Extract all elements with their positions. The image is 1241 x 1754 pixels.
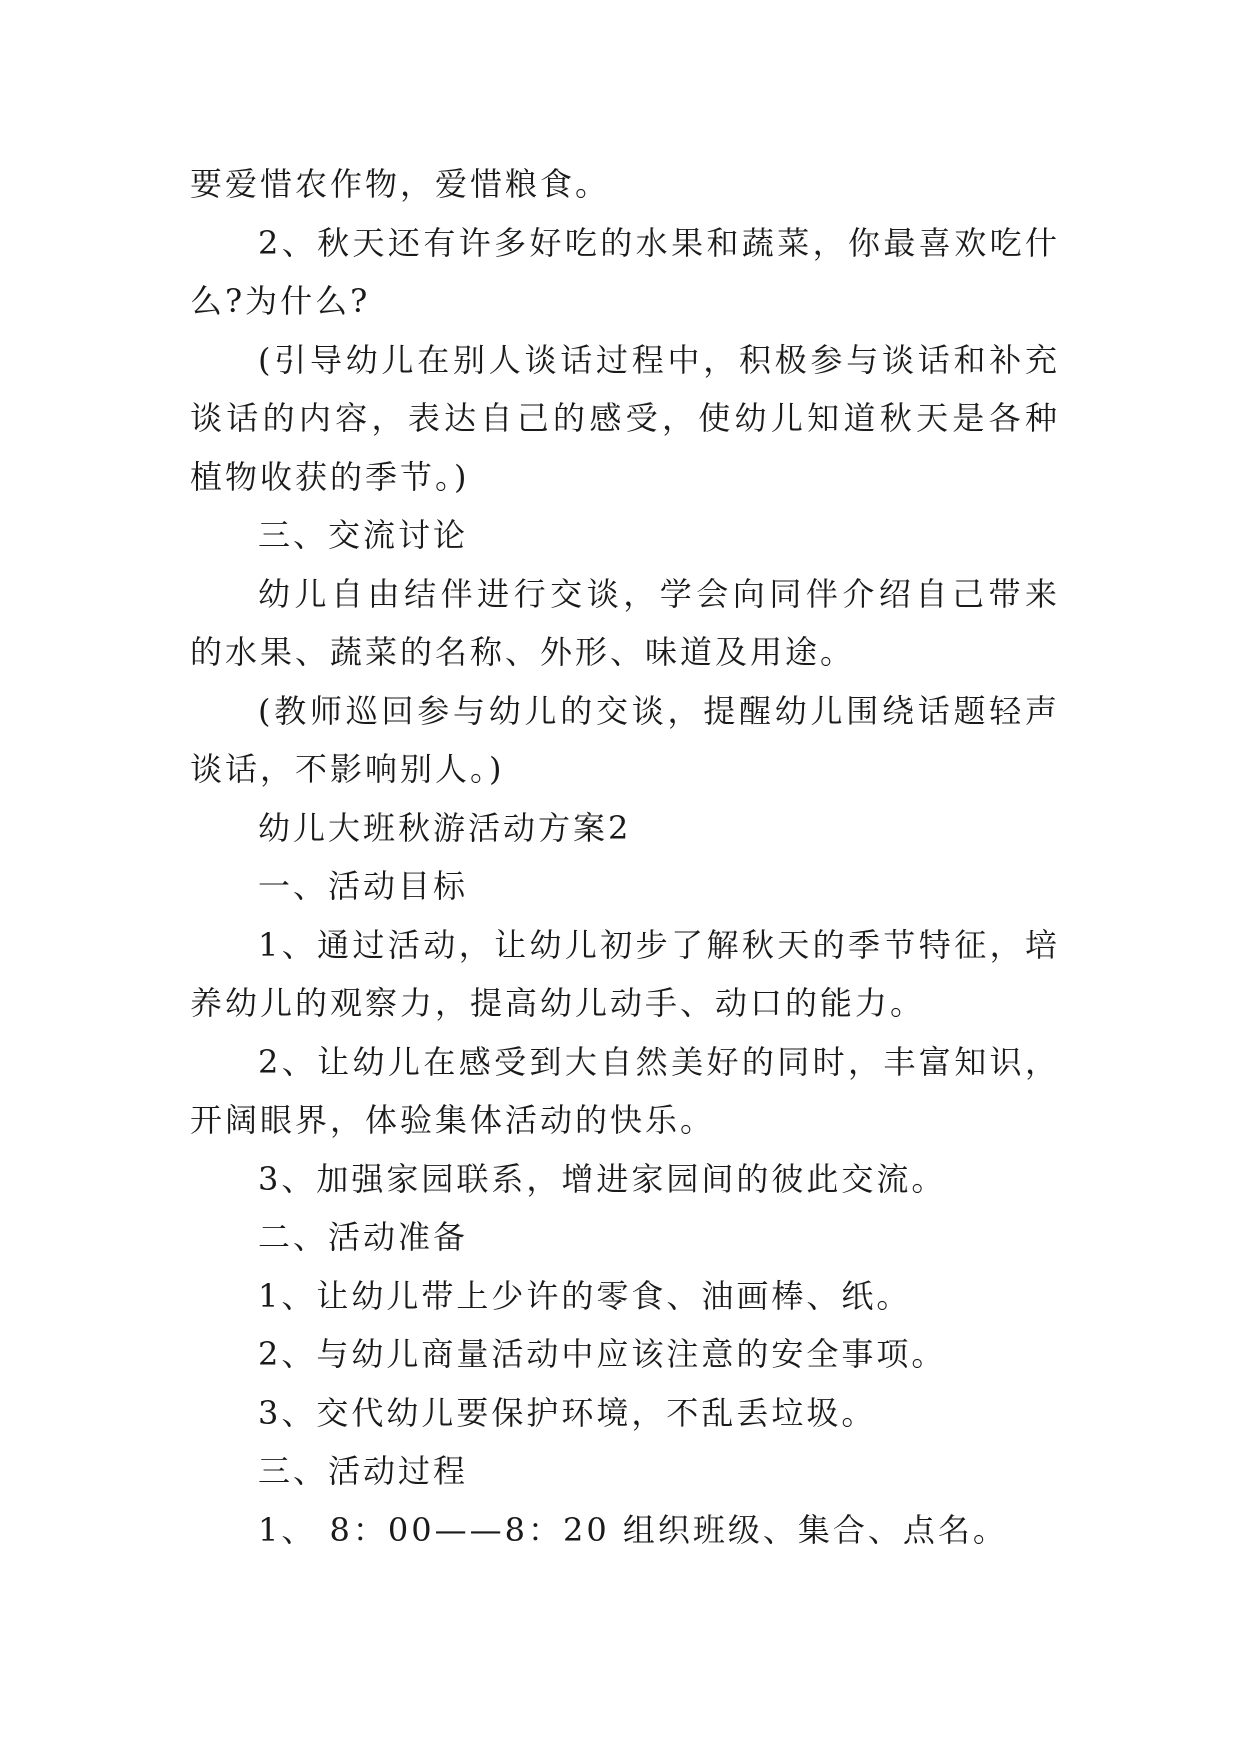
paragraph: 1、让幼儿带上少许的零食、油画棒、纸。	[258, 1276, 912, 1315]
paragraph: 3、加强家园联系，增进家园间的彼此交流。	[258, 1159, 947, 1198]
section-heading: 一、活动目标	[258, 867, 469, 905]
document-body	[190, 155, 1060, 1559]
document-title: 幼儿大班秋游活动方案2	[258, 808, 632, 847]
paragraph: 1、通过活动，让幼儿初步了解秋天的季节特征，培养幼儿的观察力，提高幼儿动手、动口的能力。	[190, 925, 1060, 1022]
paragraph: 2、秋天还有许多好吃的水果和蔬菜，你最喜欢吃什么?为什么?	[190, 223, 1060, 320]
paragraph: 2、与幼儿商量活动中应该注意的安全事项。	[258, 1335, 947, 1373]
section-heading: 二、活动准备	[258, 1218, 469, 1256]
section-heading: 三、活动过程	[258, 1452, 469, 1490]
paragraph: 3、交代幼儿要保护环境，不乱丢垃圾。	[258, 1393, 877, 1432]
paragraph: 幼儿自由结伴进行交谈，学会向同伴介绍自己带来的水果、蔬菜的名称、外形、味道及用途。	[190, 574, 1060, 671]
paragraph: 2、让幼儿在感受到大自然美好的同时，丰富知识，开阔眼界，体验集体活动的快乐。	[190, 1042, 1060, 1139]
paragraph: 要爱惜农作物，爱惜粮食。	[190, 165, 611, 203]
section-heading: 三、交流讨论	[258, 516, 469, 554]
paragraph: (教师巡回参与幼儿的交谈，提醒幼儿围绕话题轻声谈话，不影响别人。)	[190, 691, 1060, 788]
paragraph: (引导幼儿在别人谈话过程中，积极参与谈话和补充谈话的内容，表达自己的感受，使幼儿知道秋天是各种植物收获的季节。)	[190, 340, 1060, 496]
paragraph: 1、 8：00——8：20 组织班级、集合、点名。	[258, 1510, 1008, 1549]
